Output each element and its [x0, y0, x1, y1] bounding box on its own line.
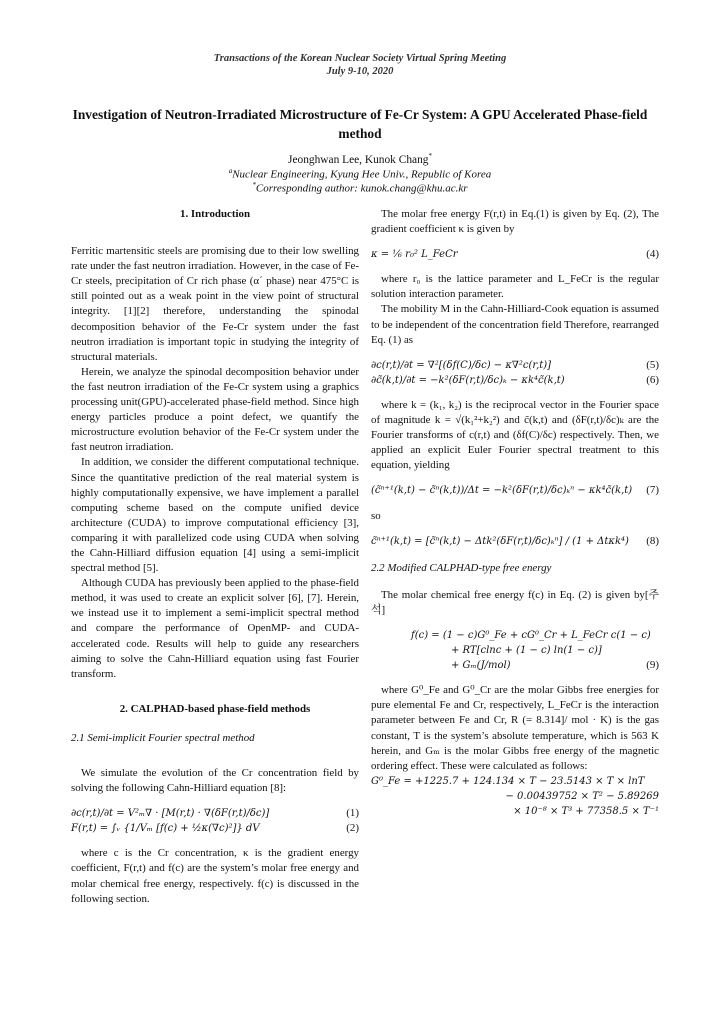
equation-line: − 0.00439752 × T² − 5.89269 — [505, 790, 659, 802]
equation-10 — [371, 774, 659, 819]
equation-9 — [371, 628, 659, 673]
equation-number: (7) — [646, 484, 659, 497]
equation-7 — [371, 483, 659, 498]
equation-expression: κ = ⅙ r₀² L_FeCr — [371, 249, 458, 261]
equation-8 — [371, 534, 659, 549]
left-column — [71, 207, 359, 907]
equation-5 — [371, 358, 659, 373]
author-line — [0, 152, 720, 166]
paragraph: The molar free energy F(r,t) in Eq.(1) is given by Eq. (2), The gradient coefficient κ is given by — [371, 208, 659, 236]
paper-title: Investigation of Neutron-Irradiated Microstructure of Fe-Cr System: A GPU Accelerated Phase-field method — [72, 107, 648, 141]
equation-number: (4) — [646, 248, 659, 261]
equation-number: (5) — [646, 358, 659, 371]
section-heading-introduction: 1. Introduction — [180, 208, 250, 220]
equation-expression: c̃ⁿ⁺¹(k,t) = [c̃ⁿ(k,t) − Δtk²(δF(r,t)/δc)ₖⁿ] / (1 + Δtκk⁴) — [371, 535, 629, 547]
section-heading-calphad: 2. CALPHAD-based phase-field methods — [119, 702, 311, 715]
corresponding-line — [0, 181, 720, 195]
equation-line: × 10⁻⁸ × T³ + 77358.5 × T⁻¹ — [513, 806, 659, 817]
paragraph: so — [371, 509, 381, 522]
affiliation-line — [0, 167, 720, 181]
equation-expression: (c̃ⁿ⁺¹(k,t) − c̃ⁿ(k,t))/Δt = −k²(δF(r,t)/δc)ₖⁿ − κk⁴c̃(k,t) — [371, 485, 633, 497]
paragraph: where k = (k₁, k₂) is the reciprocal vector in the Fourier space of magnitude k = √(k₁²+k₂²) and c̃(k,t) and (δF(r,t)/δc)ₖ are the Fourier transforms of c(r,t) and (δf(C)/δc) respectively. Then, we applied an explicit Euler Fourier spectral treatment to this equation, yielding — [371, 398, 659, 472]
equation-number: (6) — [646, 373, 659, 386]
subsection-heading: 2.2 Modified CALPHAD-type free energy — [371, 561, 552, 574]
equation-2 — [71, 821, 359, 836]
equation-expression: ∂c(r,t)/∂t = ∇²[(δf(C)/δc) − κ∇²c(r,t)] — [371, 359, 552, 371]
equation-1 — [71, 806, 359, 821]
paragraph: In addition, we consider the different computational technique. Since the quantitative prediction of the real material system is highly computationally expensive, we have implement a parallel computing scheme based on the compute unified device architecture (CUDA) to improve computational efficiency [3], comparing it with parallelized code using CUDA when solving the Cahn-Hilliard diffusion equation [4] using a semi-implicit spectral method [5]. — [71, 456, 359, 575]
corresponding-author: Corresponding author: kunok.chang@khu.ac.kr — [255, 182, 468, 195]
right-column — [371, 207, 659, 819]
paragraph: where c is the Cr concentration, κ is the gradient energy coefficient, F(r,t) and f(c) are the system’s molar free energy and molar chemical free energy, respectively. f(c) is discussed in the following section. — [71, 847, 359, 905]
equation-line: + Gₘ(J/mol) — [451, 660, 511, 672]
author-mark: * — [428, 152, 432, 160]
conference-date: July 9-10, 2020 — [326, 66, 394, 77]
equation-line: f(c) = (1 − c)G⁰_Fe + cG⁰_Cr + L_FeCr c(1 − c) — [411, 629, 651, 641]
equation-number: (8) — [646, 534, 659, 547]
equation-6 — [371, 373, 659, 388]
paragraph: The mobility M in the Cahn-Hilliard-Cook equation is assumed to be independent of the concentration field Therefore, rearranged Eq. (1) as — [371, 303, 659, 346]
authors: Jeonghwan Lee, Kunok Chang — [288, 153, 429, 166]
equation-line: + RT[clnc + (1 − c) ln(1 − c)] — [451, 645, 602, 657]
corresponding-mark: * — [252, 181, 256, 189]
paragraph: We simulate the evolution of the Cr concentration field by solving the following Cahn-Hilliard equation [8]: — [71, 767, 359, 795]
paragraph: Although CUDA has previously been applied to the phase-field method, it was used to create an explicit solver [6], [7]. Herein, we instead use it to implement a semi-implicit spectral method and compare the performance of OpenMP- and CUDA-accelerated code. Results will help to guide any researchers aiming to solve the Cahn-Hilliard equation using fast Fourier transform. — [71, 577, 359, 680]
equation-line: G⁰_Fe = +1225.7 + 124.134 × T − 23.5143 × T × lnT — [371, 775, 645, 787]
affiliation-mark: a — [228, 167, 233, 175]
paragraph: Herein, we analyze the spinodal decomposition behavior under the fast neutron irradiation of the Fe-Cr system using a graphics processing unit(GPU)-accelerated phase-field method. Since high energy particles produce a point defect, we quantify the microstructure evolution behavior of the Fe-Cr system under the fast neutron irradiation. — [71, 365, 359, 454]
paragraph: where r₀ is the lattice parameter and L_FeCr is the regular solution interaction parameter. — [371, 273, 659, 301]
affiliation: Nuclear Engineering, Kyung Hee Univ., Republic of Korea — [232, 168, 492, 181]
equation-number: (2) — [346, 822, 359, 835]
equation-number: (1) — [346, 807, 359, 820]
equation-number: (9) — [646, 659, 659, 672]
equation-expression: ∂c(r,t)/∂t = V²ₘ∇ · [M(r,t) · ∇(δF(r,t)/δc)] — [71, 808, 270, 820]
paragraph: Ferritic martensitic steels are promising due to their low swelling rate under the fast neutron irradiation. However, in the case of Fe-Cr steels, precipitation of Cr rich phase (α´ phase) near 475°C is still pointed out as a weak point in the view point of structural integrity. [1][2] therefore, understanding the spinodal decomposition behavior of the Fe-Cr system under the fast neutron irradiation is important topic in studying the integrity of structural materials. — [71, 245, 359, 363]
subsection-heading: 2.1 Semi-implicit Fourier spectral method — [71, 731, 255, 744]
paragraph: where G⁰_Fe and G⁰_Cr are the molar Gibbs free energies for pure elemental Fe and Cr, respectively, L_FeCr is the interaction parameter between Fe and Cr, R (= 8.314]/ mol · K) is the gas constant, T is the system’s absolute temperature, which is 563 K herein, and Gₘ is the molar Gibbs free energy of the magnetic ordering effect. These were calculated as follows: — [371, 684, 659, 772]
equation-expression: ∂c̃(k,t)/∂t = −k²(δF(r,t)/δc)ₖ − κk⁴c̃(k,t) — [371, 374, 565, 386]
equation-expression: F(r,t) = ∫ᵥ {1/Vₘ [f(c) + ½κ(∇c)²]} dV — [71, 823, 260, 835]
conference-header: Transactions of the Korean Nuclear Society Virtual Spring Meeting — [213, 53, 507, 64]
paragraph: The molar chemical free energy f(c) in Eq. (2) is given by[주석] — [371, 588, 659, 616]
equation-4 — [371, 247, 659, 262]
